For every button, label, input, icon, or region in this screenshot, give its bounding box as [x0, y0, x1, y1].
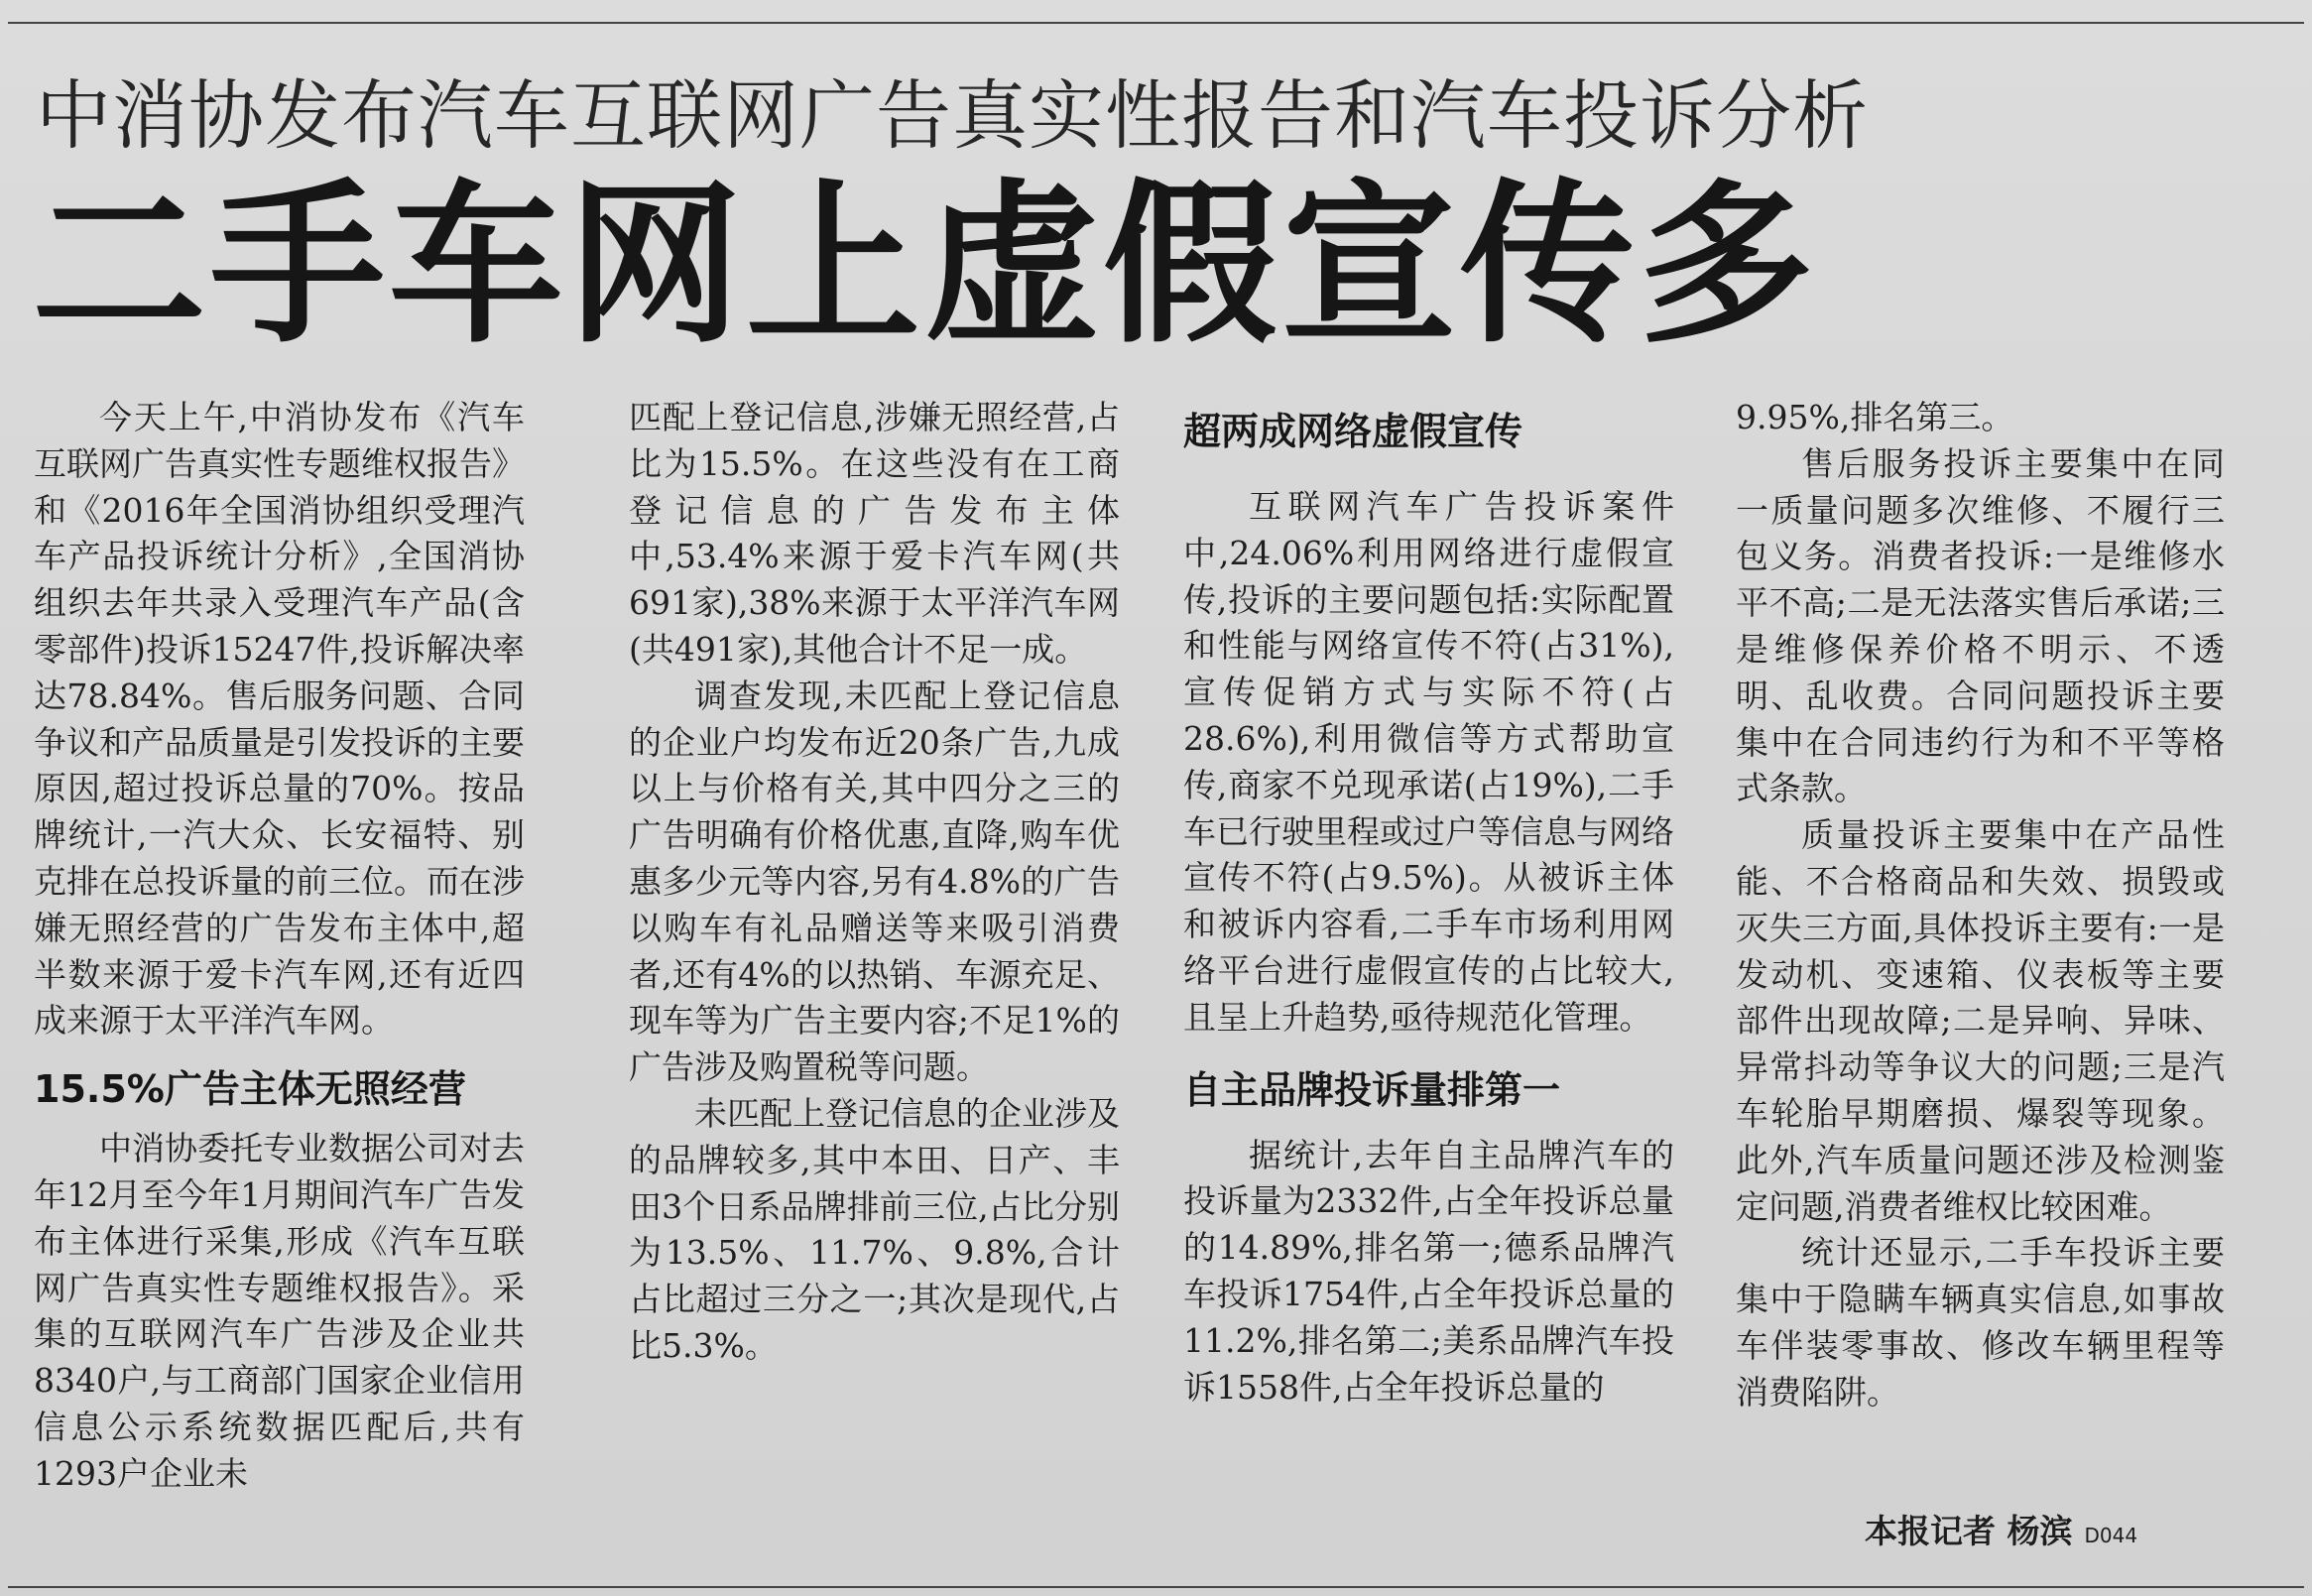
page-code: D044: [2084, 1524, 2138, 1547]
article-column-3: [1183, 395, 1674, 1411]
paragraph: 调查发现,未匹配上登记信息的企业户均发布近20条广告,九成以上与价格有关,其中四分之三的广告明确有价格优惠,直降,购车优惠多少元等内容,另有4.8%的广告以购车有礼品赠送等来吸引消费者,还有4%的以热销、车源充足、现车等为广告主要内容;不足1%的广告涉及购置税等问题。: [629, 675, 1120, 1087]
byline: [1865, 1508, 2251, 1555]
paragraph: 9.95%,排名第三。: [1736, 398, 2014, 436]
main-headline: 二手车网上虚假宣传多: [32, 164, 1818, 367]
paragraph: 据统计,去年自主品牌汽车的投诉量为2332件,占全年投诉总量的14.89%,排名第一;德系品牌汽车投诉1754件,占全年投诉总量的11.2%,排名第二;美系品牌汽车投诉1558件,占全年投诉总量的: [1183, 1135, 1674, 1407]
paragraph: 今天上午,中消协发布《汽车互联网广告真实性专题维权报告》和《2016年全国消协组织受理汽车产品投诉统计分析》,全国消协组织去年共录入受理汽车产品(含零部件)投诉15247件,投诉解决率达78.84%。售后服务问题、合同争议和产品质量是引发投诉的主要原因,超过投诉总量的70%。按品牌统计,一汽大众、长安福特、别克排在总投诉量的前三位。而在涉嫌无照经营的广告发布主体中,超半数来源于爱卡汽车网,还有近四成来源于太平洋汽车网。: [34, 398, 525, 1041]
paragraph: 匹配上登记信息,涉嫌无照经营,占比为15.5%。在这些没有在工商登记信息的广告发布主体中,53.4%来源于爱卡汽车网(共691家),38%来源于太平洋汽车网(共491家),其他合计不足一成。: [629, 398, 1120, 669]
paragraph: 中消协委托专业数据公司对去年12月至今年1月期间汽车广告发布主体进行采集,形成《汽车互联网广告真实性专题维权报告》。采集的互联网汽车广告涉及企业共8340户,与工商部门国家企业信用信息公示系统数据匹配后,共有1293户企业未: [34, 1129, 525, 1493]
paragraph: 售后服务投诉主要集中在同一质量问题多次维修、不履行三包义务。消费者投诉:一是维修水平不高;二是无法落实售后承诺;三是维修保养价格不明示、不透明、乱收费。合同问题投诉主要集中在合同违约行为和不平等格式条款。: [1736, 443, 2225, 808]
article-column-2: [629, 395, 1120, 1370]
section-heading: 自主品牌投诉量排第一: [1183, 1067, 1561, 1112]
bottom-rule: [8, 1586, 2304, 1588]
section-heading: 15.5%广告主体无照经营: [34, 1067, 466, 1112]
paragraph: 未匹配上登记信息的企业涉及的品牌较多,其中本田、日产、丰田3个日系品牌排前三位,占比分别为13.5%、11.7%、9.8%,合计占比超过三分之一;其次是现代,占比5.3%。: [629, 1093, 1120, 1365]
reporter-name: 本报记者 杨滨: [1865, 1512, 2073, 1550]
paragraph: 统计还显示,二手车投诉主要集中于隐瞒车辆真实信息,如事故车伴装零事故、修改车辆里程等消费陷阱。: [1736, 1233, 2225, 1412]
kicker-headline: 中消协发布汽车互联网广告真实性报告和汽车投诉分析: [36, 71, 1869, 160]
top-rule: [8, 22, 2304, 24]
paragraph: 质量投诉主要集中在产品性能、不合格商品和失效、损毁或灭失三方面,具体投诉主要有:一是发动机、变速箱、仪表板等主要部件出现故障;二是异响、异味、异常抖动等争议大的问题;三是汽车轮胎早期磨损、爆裂等现象。此外,汽车质量问题还涉及检测鉴定问题,消费者维权比较困难。: [1736, 815, 2225, 1226]
section-heading: 超两成网络虚假宣传: [1183, 410, 1523, 453]
article-column-1: [34, 395, 525, 1498]
article-column-4: [1736, 395, 2225, 1416]
paragraph: 互联网汽车广告投诉案件中,24.06%利用网络进行虚假宣传,投诉的主要问题包括:实际配置和性能与网络宣传不符(占31%),宣传促销方式与实际不符(占28.6%),利用微信等方式帮助宣传,商家不兑现承诺(占19%),二手车已行驶里程或过户等信息与网络宣传不符(占9.5%)。从被诉主体和被诉内容看,二手车市场利用网络平台进行虚假宣传的占比较大,且呈上升趋势,亟待规范化管理。: [1183, 487, 1674, 1037]
